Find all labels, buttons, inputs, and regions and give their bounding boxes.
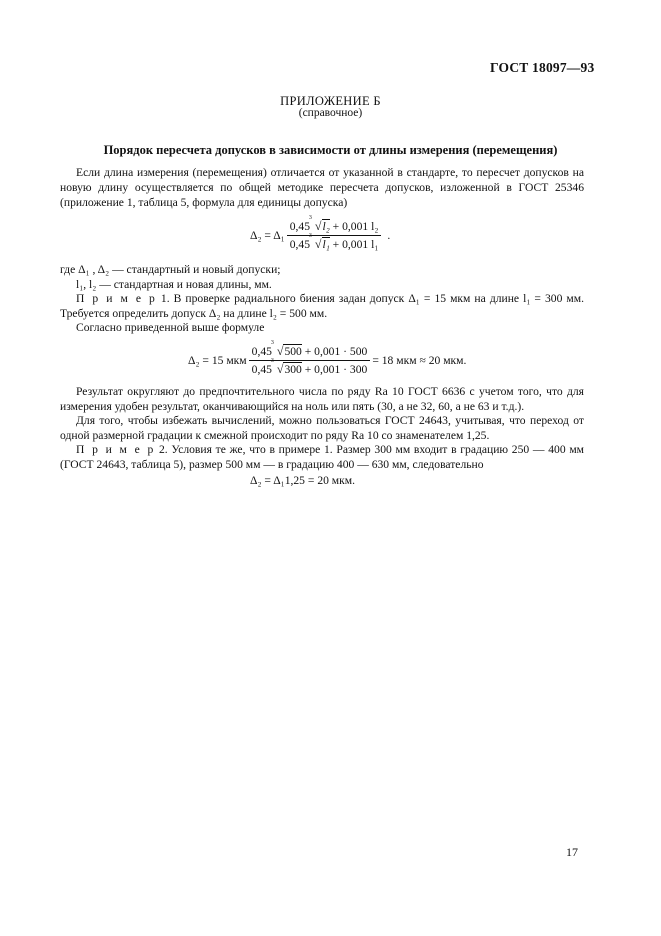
example2-paragraph <box>60 442 584 472</box>
example1-label: П р и м е р <box>76 292 157 305</box>
example2-label: П р и м е р <box>76 443 156 456</box>
example1-paragraph <box>60 291 584 321</box>
page-number: 17 <box>566 845 578 859</box>
cube-root-icon: 3 √l₁ <box>308 233 330 251</box>
formula2-denominator: 0,45 3 √300 + 0,001 · 300 <box>251 358 368 376</box>
appendix-title: ПРИЛОЖЕНИЕ Б <box>280 94 381 108</box>
example1-text: 1. В проверке радиального биения задан допуск Δ₁ = 15 мкм на длине l₁ = 300 мм. Требуется определить допуск Δ₂ на длине l₂ = 500 мм. <box>60 292 584 320</box>
formula1-end: . <box>387 229 391 242</box>
rounding-paragraph: Результат округляют до предпочтительного числа по ряду Ra 10 ГОСТ 6636 с учетом того, что для измерения удобен результат, оканчивающийся на ноль или пять (30, а не 32, 60, а не 63 и т.д.). <box>60 385 584 413</box>
formula2-fraction <box>249 340 371 377</box>
where-line-1: где Δ₁ , Δ₂ — стандартный и новый допуски; <box>60 263 281 276</box>
document-code: ГОСТ 18097—93 <box>490 60 595 75</box>
formula1-lhs: Δ₂ = Δ₁ <box>250 229 285 242</box>
intro-paragraph: Если длина измерения (перемещения) отличается от указанной в стандарте, то пересчет допусков на новую длину осуществляется по общей методике пересчета допусков, изложенной в ГОСТ 25346 (приложение 1, таблица 5, формула для единицы допуска) <box>60 166 584 209</box>
formula2-numerator: 0,45 3 √500 + 0,001 · 500 <box>249 344 371 361</box>
appendix-note: (справочное) <box>298 107 363 119</box>
formula1-fraction <box>287 215 382 252</box>
cube-root-icon: 3 √300 <box>270 358 302 376</box>
formula-example2-result: Δ₂ = Δ₁1,25 = 20 мкм. <box>250 474 356 487</box>
cube-root-icon: 3 √l₂ <box>308 215 330 233</box>
according-line: Согласно приведенной выше формуле <box>76 321 265 334</box>
formula2-lhs: Δ₂ = 15 мкм <box>188 354 247 367</box>
formula-tolerance-conversion <box>250 215 391 252</box>
formula1-numerator: 0,45 3 √l₂ + 0,001 l₂ <box>287 219 382 236</box>
where-line-2: l₁, l₂ — стандартная и новая длины, мм. <box>76 278 272 291</box>
avoid-calculation-paragraph: Для того, чтобы избежать вычислений, можно пользоваться ГОСТ 24643, учитывая, что переход от одной размерной градации к смежной происходит по ряду Ra 10 со знаменателем 1,25. <box>60 414 584 442</box>
section-title: Порядок пересчета допусков в зависимости от длины измерения (перемещения) <box>103 143 558 157</box>
formula2-rhs: = 18 мкм ≈ 20 мкм. <box>372 354 467 367</box>
cube-root-icon: 3 √500 <box>270 340 302 358</box>
formula-example1-calculation <box>188 340 467 377</box>
formula1-denominator: 0,45 3 √l₁ + 0,001 l₁ <box>289 233 379 251</box>
example2-text: 2. Условия те же, что в примере 1. Размер 300 мм входит в градацию 250 — 400 мм (ГОСТ 24643, таблица 5), размер 500 мм — в градацию 400 — 630 мм, следовательно <box>60 443 585 471</box>
